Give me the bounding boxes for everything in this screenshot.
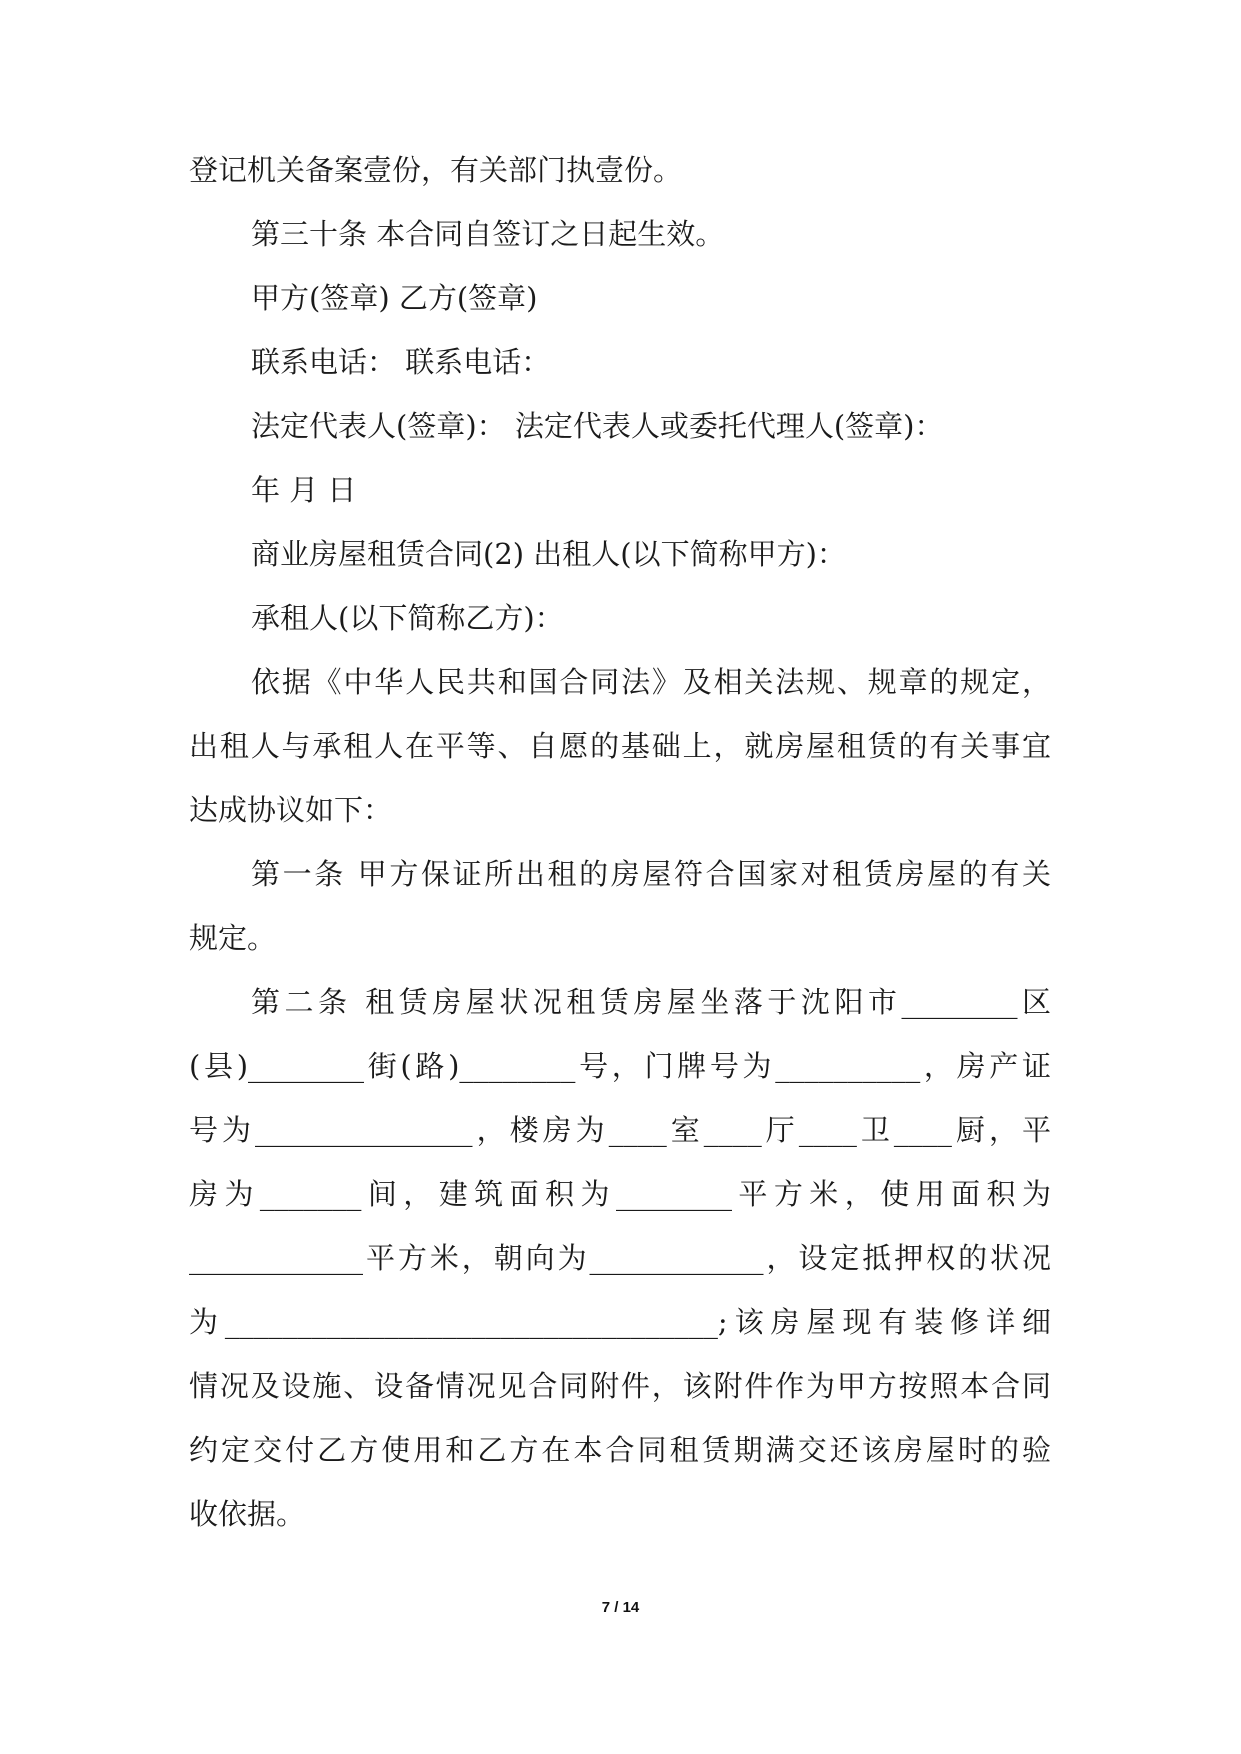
paragraph-line: 登记机关备案壹份，有关部门执壹份。 [189, 153, 683, 187]
paragraph-line: 依据《中华人民共和国合同法》及相关法规、规章的规定， [251, 665, 1051, 699]
page-number: 7 / 14 [601, 1599, 640, 1616]
paragraph-line: 第二条 租赁房屋状况租赁房屋坐落于沈阳市________区 [251, 985, 1051, 1019]
paragraph-line: 第一条 甲方保证所出租的房屋符合国家对租赁房屋的有关 [251, 857, 1051, 891]
paragraph-line: 房为_______间，建筑面积为________平方米，使用面积为 [189, 1177, 1051, 1211]
paragraph-line: 为__________________________________;该房屋现有装修详细 [189, 1305, 1051, 1339]
paragraph-line: 达成协议如下： [189, 793, 393, 827]
paragraph-line: 第三十条 本合同自签订之日起生效。 [251, 217, 725, 251]
paragraph-line: ____________平方米，朝向为____________，设定抵押权的状况 [189, 1241, 1051, 1275]
paragraph-line: 承租人(以下简称乙方)： [251, 601, 564, 635]
paragraph-line: 约定交付乙方使用和乙方在本合同租赁期满交还该房屋时的验 [189, 1433, 1051, 1467]
paragraph-line: 出租人与承租人在平等、自愿的基础上，就房屋租赁的有关事宜 [189, 729, 1051, 763]
paragraph-line: 号为_______________，楼房为____室____厅____卫____厨，平 [189, 1113, 1051, 1147]
paragraph-line: 规定。 [189, 921, 277, 955]
paragraph-line: 情况及设施、设备情况见合同附件，该附件作为甲方按照本合同 [189, 1369, 1051, 1403]
document-body [189, 154, 1051, 1562]
paragraph-line: 联系电话： 联系电话： [251, 345, 551, 379]
paragraph-line: 甲方(签章) 乙方(签章) [251, 281, 538, 315]
paragraph-line: 收依据。 [189, 1497, 306, 1531]
paragraph-line: 年 月 日 [251, 473, 357, 507]
paragraph-line: 法定代表人(签章)： 法定代表人或委托代理人(签章)： [251, 409, 944, 443]
paragraph-line: 商业房屋租赁合同(2) 出租人(以下简称甲方)： [251, 537, 846, 571]
paragraph-line: (县)________街(路)________号，门牌号为__________，房产证 [189, 1049, 1051, 1083]
